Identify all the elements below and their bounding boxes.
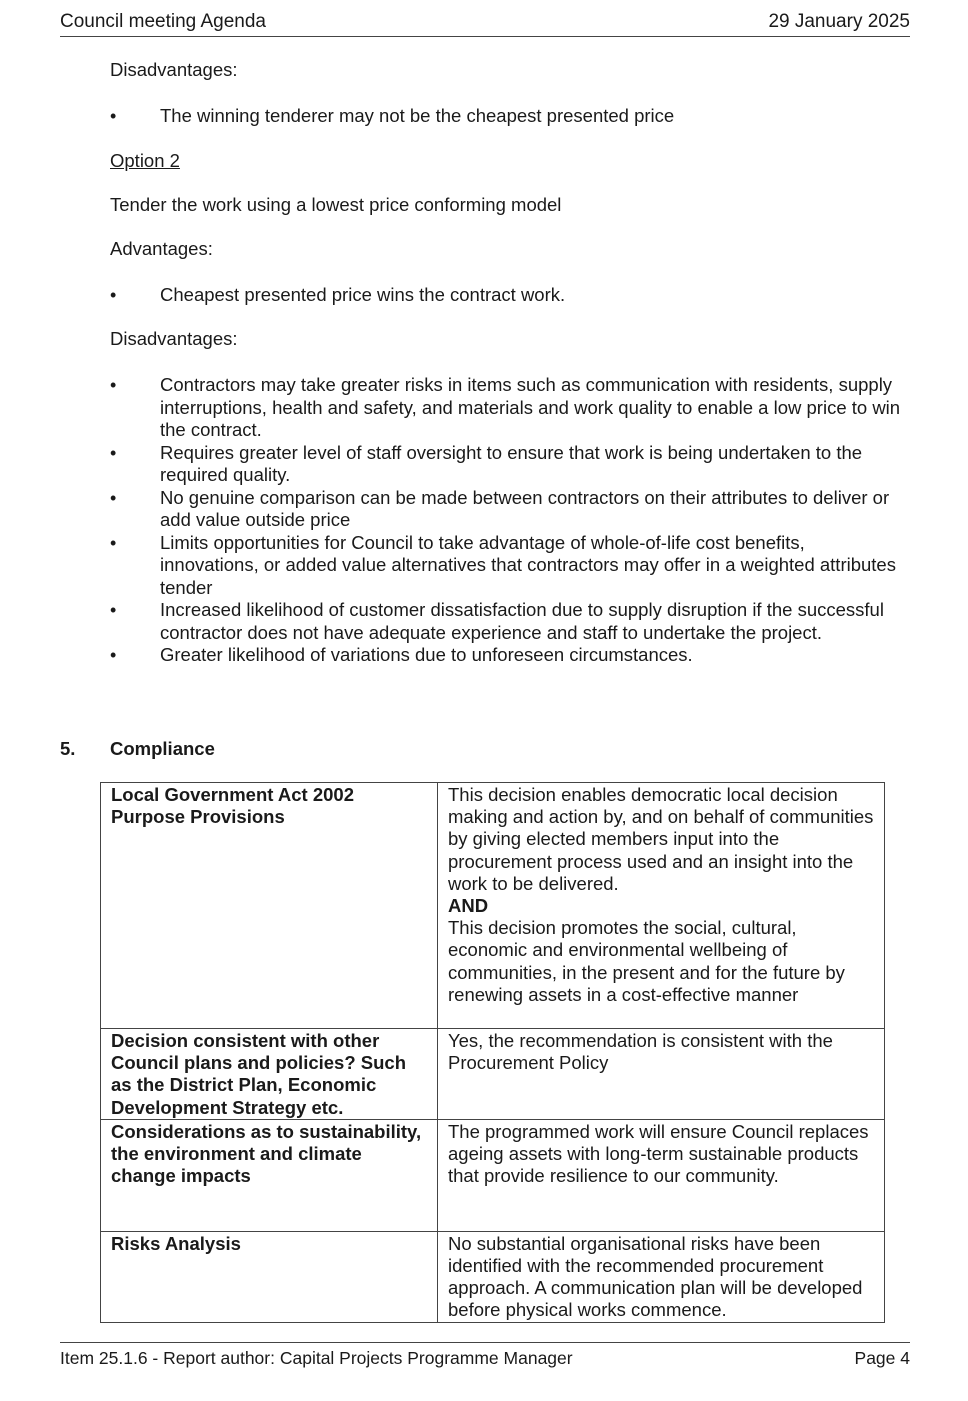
list-item: • Greater likelihood of variations due to unforeseen circumstances. [110, 644, 908, 667]
row-content [438, 1119, 885, 1231]
table-row [101, 1029, 885, 1120]
compliance-table [100, 782, 885, 1323]
page-header [60, 10, 910, 37]
option2-advantages-heading: Advantages: [110, 237, 213, 259]
table-row [101, 1231, 885, 1322]
list-item: • Limits opportunities for Council to take advantage of whole-of-life cost benefits, innovations, or added value alternatives that contractors may offer in a weighted attributes tender [110, 532, 908, 600]
footer-page: Page 4 [854, 1348, 910, 1368]
list-item: • Cheapest presented price wins the contract work. [110, 284, 908, 307]
row-text: Yes, the recommendation is consistent with the Procurement Policy [448, 1030, 833, 1074]
list-item: • No genuine comparison can be made between contractors on their attributes to deliver or add value outside price [110, 487, 908, 532]
option2-disadvantages-list [110, 374, 908, 667]
row-label: Risks Analysis [101, 1231, 438, 1322]
table-row [101, 783, 885, 1029]
list-item: • The winning tenderer may not be the cheapest presented price [110, 105, 908, 128]
option1-disadvantages-list [110, 105, 908, 128]
header-date: 29 January 2025 [768, 11, 910, 32]
section-number: 5. [60, 738, 76, 759]
list-item: • Contractors may take greater risks in items such as communication with residents, supply interruptions, health and safety, and materials and work quality to enable a low price to win the contract. [110, 374, 908, 442]
row-content [438, 1231, 885, 1322]
option1-disadvantages-heading: Disadvantages: [110, 59, 238, 80]
row-text: This decision promotes the social, cultural, economic and environmental wellbeing of communities, in the present and for the future by renewing assets in a cost-effective manner [448, 917, 845, 1005]
option2-description: Tender the work using a lowest price conforming model [110, 193, 562, 215]
row-label: Considerations as to sustainability, the environment and climate change impacts [101, 1119, 438, 1231]
row-label: Decision consistent with other Council plans and policies? Such as the District Plan, Economic Development Strategy etc. [101, 1029, 438, 1120]
row-text: No substantial organisational risks have been identified with the recommended procurement approach. A communication plan will be developed before physical works commence. [448, 1232, 863, 1321]
page-footer [60, 1342, 910, 1370]
footer-item: Item 25.1.6 - Report author: Capital Projects Programme Manager [60, 1348, 573, 1368]
list-item: • Requires greater level of staff oversight to ensure that work is being undertaken to the required quality. [110, 442, 908, 487]
table-row [101, 1119, 885, 1231]
option2-title: Option 2 [110, 149, 180, 171]
section-title: Compliance [110, 738, 215, 759]
row-and: AND [448, 895, 489, 917]
row-content [438, 1029, 885, 1120]
list-item: • Increased likelihood of customer dissatisfaction due to supply disruption if the successful contractor does not have adequate experience and staff to undertake the project. [110, 599, 908, 644]
option2-advantages-list [110, 284, 908, 307]
row-content [438, 783, 885, 1029]
row-text: The programmed work will ensure Council replaces ageing assets with long-term sustainable products that provide resilience to our community. [448, 1120, 869, 1187]
row-label: Local Government Act 2002 Purpose Provisions [101, 783, 438, 1029]
main-content [110, 59, 908, 667]
header-title: Council meeting Agenda [60, 11, 266, 32]
compliance-heading [60, 737, 215, 761]
row-text: This decision enables democratic local decision making and action by, and on behalf of communities by giving elected members input into the procurement process used and an insight into the work to be delivered. [448, 784, 874, 894]
option2-disadvantages-heading: Disadvantages: [110, 328, 238, 349]
